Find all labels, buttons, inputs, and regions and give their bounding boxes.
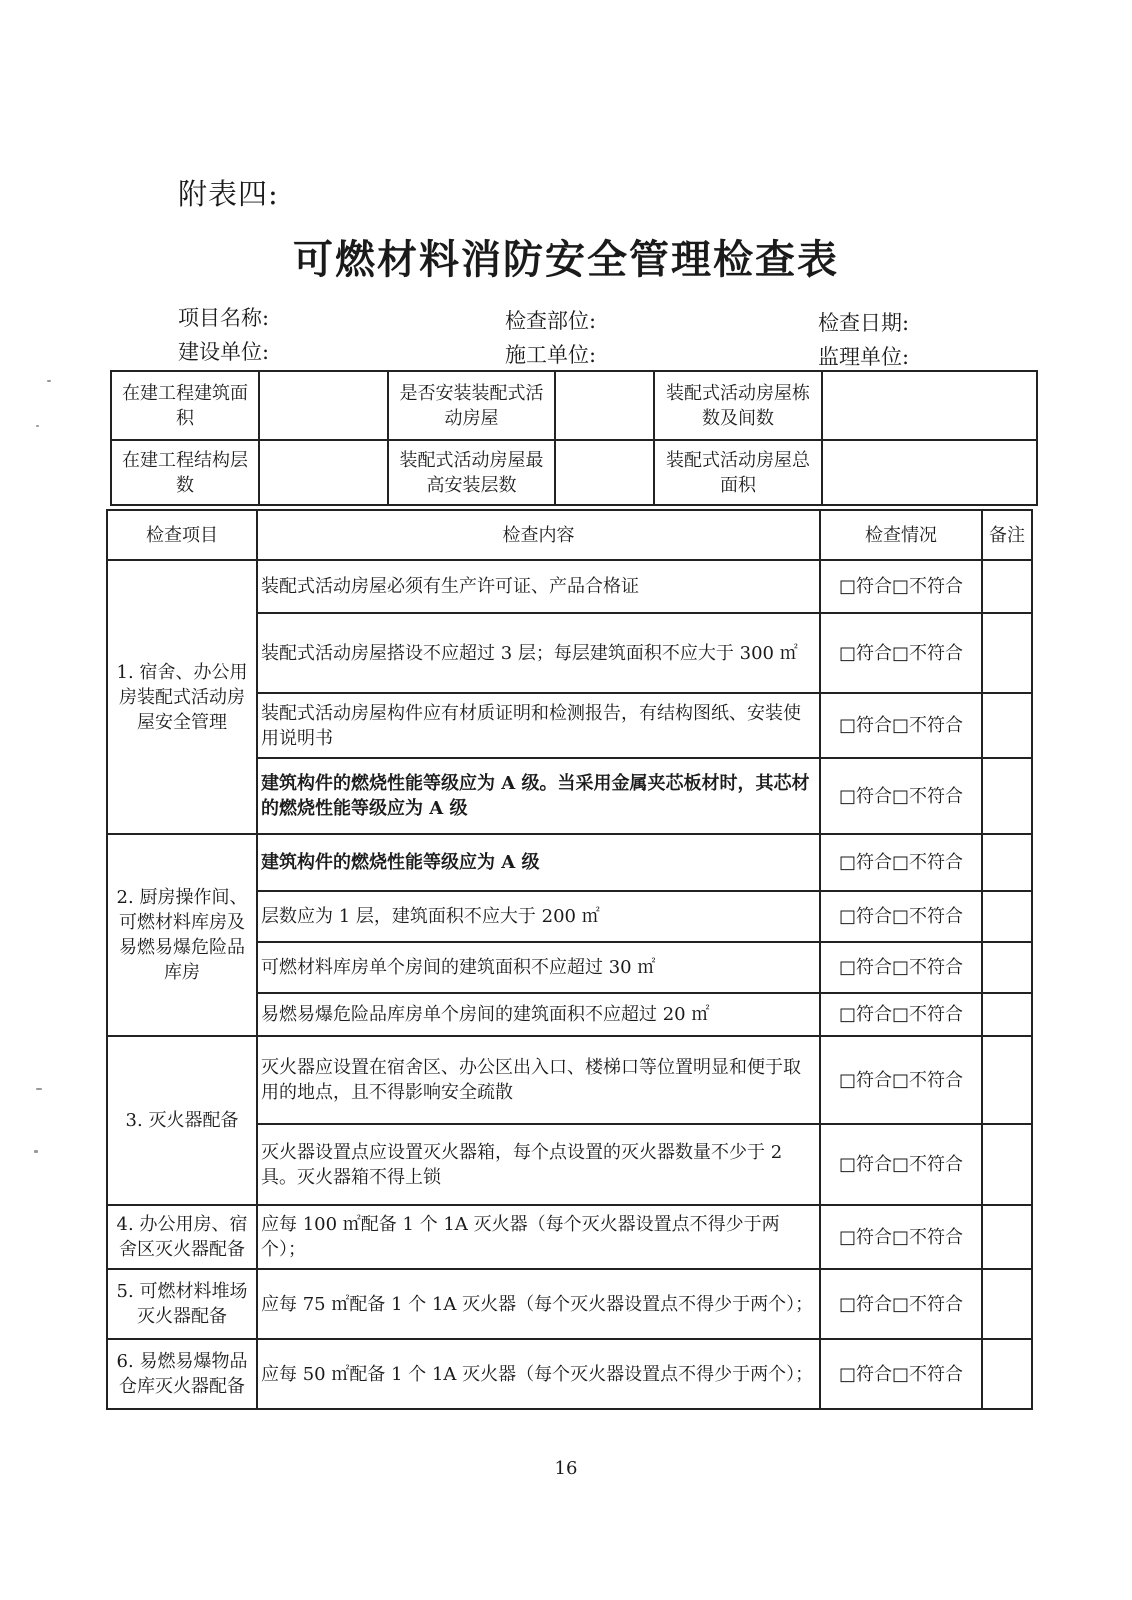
check-content: 装配式活动房屋必须有生产许可证、产品合格证: [257, 560, 820, 613]
info-value-prefab-installed[interactable]: [555, 371, 654, 440]
info-label-prefab-count: 装配式活动房屋栋数及间数: [654, 371, 822, 440]
info-value-prefab-count[interactable]: [822, 371, 1037, 440]
remark-cell[interactable]: [982, 1339, 1032, 1409]
project-name-label: 项目名称:: [178, 306, 270, 330]
status-options[interactable]: □符合□不符合: [820, 1036, 982, 1124]
info-label-prefab-total-area: 装配式活动房屋总面积: [654, 440, 822, 505]
scan-speck: [34, 1150, 38, 1153]
build-unit-label: 建设单位:: [178, 340, 270, 364]
remark-cell[interactable]: [982, 834, 1032, 891]
group-name: 2. 厨房操作间、可燃材料库房及易燃易爆危险品库房: [107, 834, 257, 1036]
info-label-area: 在建工程建筑面积: [111, 371, 259, 440]
status-options[interactable]: □符合□不符合: [820, 834, 982, 891]
remark-cell[interactable]: [982, 1124, 1032, 1205]
check-content: 层数应为 1 层，建筑面积不应大于 200 ㎡: [257, 891, 820, 942]
info-label-prefab-installed: 是否安装装配式活动房屋: [388, 371, 555, 440]
group-name: 4. 办公用房、宿舍区灭火器配备: [107, 1205, 257, 1269]
info-table: [110, 370, 1038, 506]
supervise-unit-label: 监理单位:: [818, 345, 910, 369]
check-content: 可燃材料库房单个房间的建筑面积不应超过 30 ㎡: [257, 942, 820, 993]
check-content: 应每 50 ㎡配备 1 个 1A 灭火器（每个灭火器设置点不得少于两个）；: [257, 1339, 820, 1409]
check-content: 建筑构件的燃烧性能等级应为 A 级: [257, 834, 820, 891]
status-options[interactable]: □符合□不符合: [820, 1269, 982, 1339]
info-value-area[interactable]: [259, 371, 388, 440]
info-label-floors: 在建工程结构层数: [111, 440, 259, 505]
scan-speck: [36, 1088, 42, 1090]
status-options[interactable]: □符合□不符合: [820, 942, 982, 993]
construct-unit-label: 施工单位:: [505, 343, 597, 367]
remark-cell[interactable]: [982, 613, 1032, 693]
checklist-table: [106, 509, 1033, 1410]
info-value-prefab-total-area[interactable]: [822, 440, 1037, 505]
check-content: 易燃易爆危险品库房单个房间的建筑面积不应超过 20 ㎡: [257, 993, 820, 1036]
header-content: 检查内容: [257, 510, 820, 560]
status-options[interactable]: □符合□不符合: [820, 758, 982, 834]
check-content: 装配式活动房屋搭设不应超过 3 层；每层建筑面积不应大于 300 ㎡: [257, 613, 820, 693]
status-options[interactable]: □符合□不符合: [820, 1205, 982, 1269]
remark-cell[interactable]: [982, 560, 1032, 613]
status-options[interactable]: □符合□不符合: [820, 560, 982, 613]
status-options[interactable]: □符合□不符合: [820, 693, 982, 758]
check-content: 建筑构件的燃烧性能等级应为 A 级。当采用金属夹芯板材时，其芯材的燃烧性能等级应为 A 级: [257, 758, 820, 834]
group-name: 5. 可燃材料堆场灭火器配备: [107, 1269, 257, 1339]
info-label-prefab-max-floors: 装配式活动房屋最高安装层数: [388, 440, 555, 505]
scan-speck: [47, 380, 51, 382]
header-item: 检查项目: [107, 510, 257, 560]
info-value-floors[interactable]: [259, 440, 388, 505]
page-title: 可燃材料消防安全管理检查表: [293, 237, 839, 283]
status-options[interactable]: □符合□不符合: [820, 613, 982, 693]
remark-cell[interactable]: [982, 1036, 1032, 1124]
status-options[interactable]: □符合□不符合: [820, 1339, 982, 1409]
check-content: 装配式活动房屋构件应有材质证明和检测报告，有结构图纸、安装使用说明书: [257, 693, 820, 758]
status-options[interactable]: □符合□不符合: [820, 993, 982, 1036]
remark-cell[interactable]: [982, 891, 1032, 942]
status-options[interactable]: □符合□不符合: [820, 1124, 982, 1205]
group-name: 3. 灭火器配备: [107, 1036, 257, 1205]
remark-cell[interactable]: [982, 942, 1032, 993]
group-name: 6. 易燃易爆物品仓库灭火器配备: [107, 1339, 257, 1409]
info-value-prefab-max-floors[interactable]: [555, 440, 654, 505]
check-content: 灭火器设置点应设置灭火器箱，每个点设置的灭火器数量不少于 2 具。灭火器箱不得上锁: [257, 1124, 820, 1205]
remark-cell[interactable]: [982, 993, 1032, 1036]
inspect-part-label: 检查部位:: [505, 309, 597, 333]
remark-cell[interactable]: [982, 1269, 1032, 1339]
header-status: 检查情况: [820, 510, 982, 560]
check-content: 灭火器应设置在宿舍区、办公区出入口、楼梯口等位置明显和便于取用的地点，且不得影响安全疏散: [257, 1036, 820, 1124]
inspect-date-label: 检查日期:: [818, 311, 910, 335]
status-options[interactable]: □符合□不符合: [820, 891, 982, 942]
group-name: 1. 宿舍、办公用房装配式活动房屋安全管理: [107, 560, 257, 834]
appendix-label: 附表四:: [178, 177, 279, 211]
check-content: 应每 75 ㎡配备 1 个 1A 灭火器（每个灭火器设置点不得少于两个）；: [257, 1269, 820, 1339]
scan-speck: [36, 425, 39, 427]
header-remark: 备注: [982, 510, 1032, 560]
remark-cell[interactable]: [982, 693, 1032, 758]
remark-cell[interactable]: [982, 758, 1032, 834]
page-number: 16: [554, 1458, 578, 1479]
check-content: 应每 100 ㎡配备 1 个 1A 灭火器（每个灭火器设置点不得少于两个）；: [257, 1205, 820, 1269]
remark-cell[interactable]: [982, 1205, 1032, 1269]
